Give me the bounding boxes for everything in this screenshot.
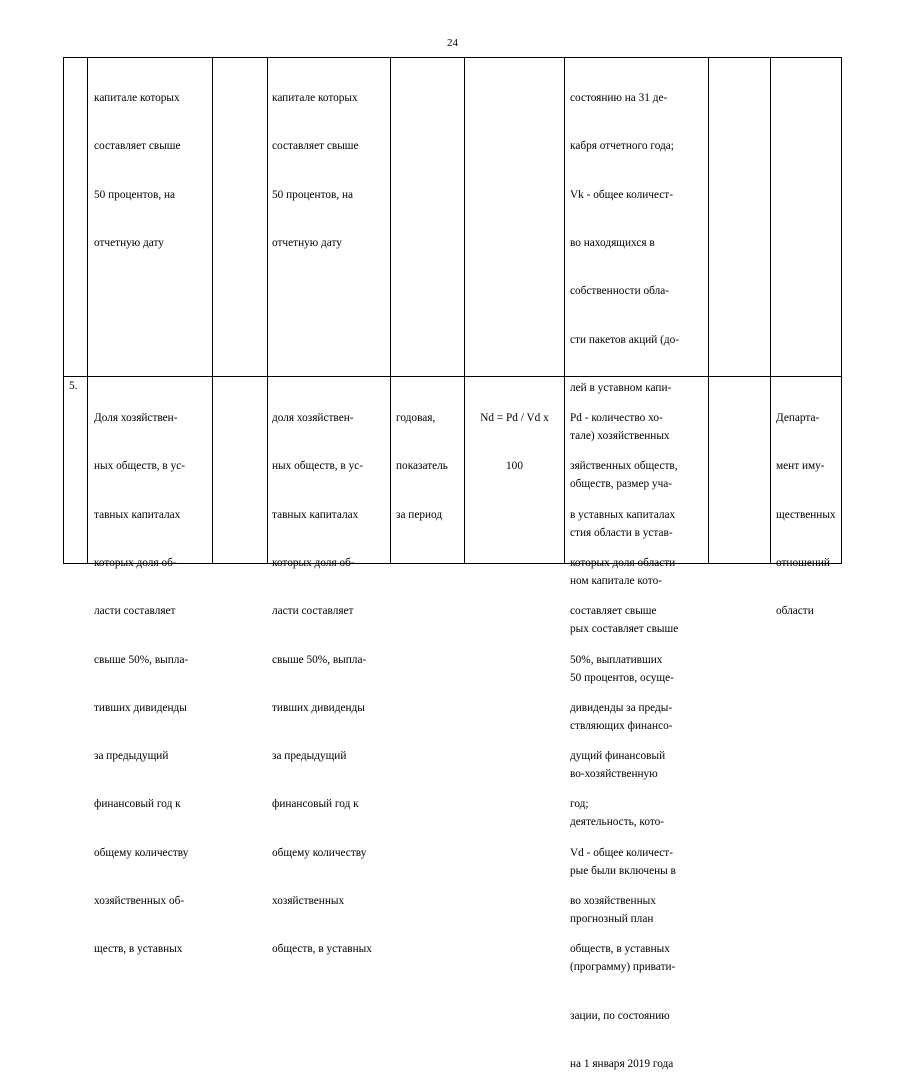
text-line: 50%, выплативших bbox=[570, 653, 663, 666]
text-line: за предыдущий bbox=[94, 750, 169, 763]
row5-col5-frequency bbox=[396, 378, 448, 539]
row-separator bbox=[63, 376, 842, 377]
text-line: отчетную дату bbox=[272, 237, 342, 250]
text-line: кабря отчетного года; bbox=[570, 140, 674, 153]
text-line: во-хозяйственную bbox=[570, 768, 658, 781]
text-line: (программу) привати- bbox=[570, 961, 676, 974]
text-line: прогнозный план bbox=[570, 912, 654, 925]
text-line: ных обществ, в ус- bbox=[272, 460, 364, 473]
row5-col4 bbox=[272, 378, 372, 973]
text-line: общему количеству bbox=[94, 846, 189, 859]
text-line: хозяйственных bbox=[272, 895, 345, 907]
text-line: которых доля об- bbox=[94, 557, 177, 570]
text-line: ном капитале кото- bbox=[570, 575, 663, 587]
text-line: хозяйственных об- bbox=[94, 895, 185, 907]
text-line: ласти составляет bbox=[272, 605, 354, 618]
table-divider bbox=[564, 57, 565, 564]
text-line: 50 процентов, на bbox=[272, 188, 354, 201]
table-border-left bbox=[87, 57, 88, 564]
text-line: области bbox=[776, 605, 814, 618]
row5-number: 5. bbox=[69, 380, 78, 392]
table-divider bbox=[390, 57, 391, 564]
text-line: финансовый год к bbox=[272, 798, 359, 811]
text-line: щественных bbox=[776, 508, 836, 521]
text-line: ществ, в уставных bbox=[94, 943, 183, 956]
text-line: собственности обла- bbox=[570, 285, 670, 298]
text-line: тале) хозяйственных bbox=[570, 430, 670, 443]
top-row-col2 bbox=[94, 58, 181, 267]
page-number: 24 bbox=[447, 37, 458, 49]
text-line: сти пакетов акций (до- bbox=[570, 333, 680, 346]
text-line: дущий финансовый bbox=[570, 750, 666, 763]
text-line: отчетную дату bbox=[94, 237, 164, 250]
text-line: во хозяйственных bbox=[570, 895, 656, 907]
text-line: капитале которых bbox=[94, 92, 180, 105]
row5-col6-formula bbox=[465, 378, 564, 491]
text-line: за предыдущий bbox=[272, 750, 347, 763]
text-line: тивших дивиденды bbox=[272, 701, 365, 714]
table-border-right bbox=[841, 57, 842, 564]
text-line: годовая, bbox=[396, 412, 436, 425]
text-line: год; bbox=[570, 798, 589, 811]
text-line: Vd - общее количест- bbox=[570, 846, 673, 859]
table-divider bbox=[212, 57, 213, 564]
text-line: показатель bbox=[396, 460, 448, 473]
text-line: на 1 января 2019 года bbox=[570, 1057, 674, 1070]
text-line: ласти составляет bbox=[94, 605, 176, 618]
text-line: обществ, размер уча- bbox=[570, 478, 673, 491]
text-line: за период bbox=[396, 508, 443, 521]
top-row-col4 bbox=[272, 58, 359, 267]
text-line: ствляющих финансо- bbox=[570, 719, 673, 732]
text-line: свыше 50%, выпла- bbox=[272, 653, 367, 666]
text-line: зации, по состоянию bbox=[570, 1009, 670, 1022]
text-line: состоянию на 31 де- bbox=[570, 92, 668, 105]
text-line: составляет свыше bbox=[570, 605, 657, 618]
text-line: рых составляет свыше bbox=[570, 623, 679, 636]
text-line: во находящихся в bbox=[570, 237, 655, 250]
text-line: обществ, в уставных bbox=[272, 943, 372, 956]
table-divider bbox=[267, 57, 268, 564]
text-line: доля хозяйствен- bbox=[272, 412, 354, 425]
text-line: Pd - количество хо- bbox=[570, 412, 663, 425]
text-line: рые были включены в bbox=[570, 864, 676, 877]
text-line: тивших дивиденды bbox=[94, 701, 187, 714]
text-line: стия области в устав- bbox=[570, 526, 673, 539]
text-line: Доля хозяйствен- bbox=[94, 412, 178, 425]
text-line: в уставных капиталах bbox=[570, 508, 676, 521]
table-divider bbox=[708, 57, 709, 564]
text-line: Vk - общее количест- bbox=[570, 188, 673, 201]
text-line: 50 процентов, осуще- bbox=[570, 671, 674, 684]
text-line: ных обществ, в ус- bbox=[94, 460, 186, 473]
text-line: которых доля об- bbox=[272, 557, 355, 570]
text-line: тавных капиталах bbox=[94, 508, 181, 521]
text-line: капитале которых bbox=[272, 92, 358, 105]
text-line: которых доля области bbox=[570, 557, 676, 570]
text-line: лей в уставном капи- bbox=[570, 381, 672, 394]
text-line: деятельность, кото- bbox=[570, 816, 665, 829]
text-line: зяйственных обществ, bbox=[570, 460, 678, 473]
text-line: Nd = Pd / Vd x bbox=[480, 412, 549, 425]
text-line: составляет свыше bbox=[272, 140, 359, 153]
row5-col7 bbox=[570, 378, 678, 973]
text-line: общему количеству bbox=[272, 846, 367, 859]
text-line: составляет свыше bbox=[94, 140, 181, 153]
table-divider bbox=[770, 57, 771, 564]
text-line: 50 процентов, на bbox=[94, 188, 176, 201]
text-line: отношений bbox=[776, 557, 830, 570]
row5-col9-department bbox=[776, 378, 836, 636]
text-line: финансовый год к bbox=[94, 798, 181, 811]
table-border-outer-left bbox=[63, 57, 64, 564]
text-line: 100 bbox=[506, 460, 523, 473]
text-line: мент иму- bbox=[776, 460, 825, 473]
text-line: дивиденды за преды- bbox=[570, 701, 673, 714]
text-line: тавных капиталах bbox=[272, 508, 359, 521]
text-line: обществ, в уставных bbox=[570, 943, 670, 956]
text-line: Департа- bbox=[776, 412, 820, 425]
text-line: свыше 50%, выпла- bbox=[94, 653, 189, 666]
row5-col2 bbox=[94, 378, 188, 973]
